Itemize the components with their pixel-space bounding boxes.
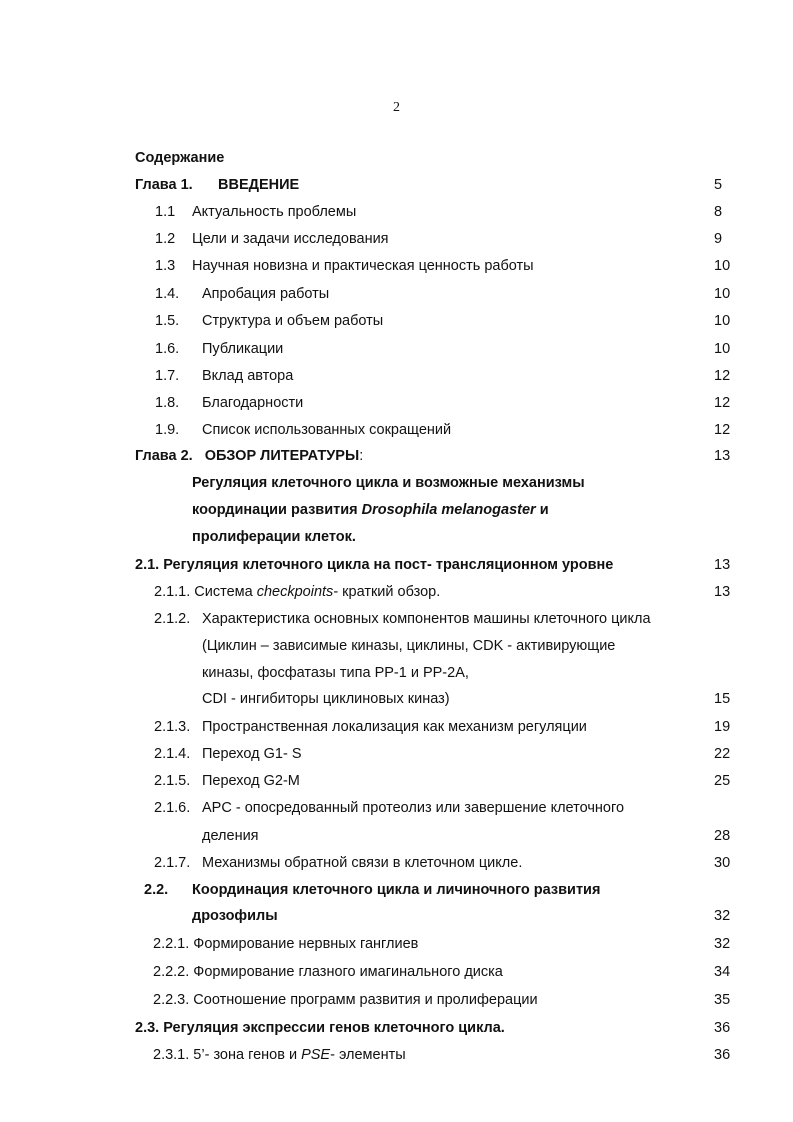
toc-2-1-6-num: 2.1.6.: [154, 800, 191, 816]
toc-ch2-line: [135, 447, 363, 465]
toc-2-1-1-a: 2.1.1. Система: [154, 584, 257, 600]
toc-2-1-2-line3: киназы, фосфатазы типа PP-1 и PP-2A,: [202, 665, 469, 681]
toc-1-4-title: Апробация работы: [202, 286, 330, 302]
toc-ch2-species: Drosophila melanogaster: [361, 502, 536, 518]
toc-1-3-title: Научная новизна и практическая ценность работы: [192, 258, 534, 274]
toc-1-9-page: 12: [714, 422, 731, 438]
toc-2-3-1-c: - элементы: [330, 1047, 406, 1063]
toc-2-3-page: 36: [714, 1020, 731, 1036]
toc-2-1-2-line4: CDI - ингибиторы циклиновых киназ): [202, 691, 450, 707]
toc-ch2-subtitle-line1: Регуляция клеточного цикла и возможные механизмы: [192, 475, 585, 491]
toc-2-3-1-line: [153, 1046, 406, 1064]
toc-2-3-1-a: 2.3.1. 5’- зона генов и: [153, 1047, 302, 1063]
toc-1-6-page: 10: [714, 341, 731, 357]
toc-2-1-5-num: 2.1.5.: [154, 773, 191, 789]
toc-2-1-page: 13: [714, 557, 731, 573]
toc-ch2-colon: :: [359, 448, 364, 464]
toc-2-2-3-page: 35: [714, 992, 731, 1008]
toc-ch2-page: 13: [714, 448, 731, 464]
toc-2-2-2-page: 34: [714, 964, 731, 980]
toc-2-1-3-page: 19: [714, 719, 731, 735]
toc-1-5-num: 1.5.: [155, 313, 180, 329]
toc-1-8-title: Благодарности: [202, 395, 304, 411]
toc-ch1-title: ВВЕДЕНИЕ: [218, 177, 300, 193]
toc-1-6-title: Публикации: [202, 341, 284, 357]
toc-1-4-page: 10: [714, 286, 731, 302]
toc-1-9-title: Список использованных сокращений: [202, 422, 452, 438]
toc-1-1-title: Актуальность проблемы: [192, 204, 357, 220]
toc-ch2-sub2c: и: [535, 502, 549, 518]
toc-2-1-5-title: Переход G2-M: [202, 773, 300, 789]
toc-2-3-title: 2.3. Регуляция экспрессии генов клеточного цикла.: [135, 1020, 505, 1036]
toc-2-1-3-num: 2.1.3.: [154, 719, 191, 735]
toc-2-1-6-line1: APC - опосредованный протеолиз или завершение клеточного: [202, 800, 625, 816]
toc-2-2-1-title: 2.2.1. Формирование нервных ганглиев: [153, 936, 419, 952]
toc-1-2-title: Цели и задачи исследования: [192, 231, 389, 247]
toc-ch2-subtitle-line2: [192, 501, 549, 519]
toc-2-1-3-title: Пространственная локализация как механизм регуляции: [202, 719, 587, 735]
toc-1-1-page: 8: [714, 204, 723, 220]
toc-2-1-1-page: 13: [714, 584, 731, 600]
toc-2-1-2-line2: (Циклин – зависимые киназы, циклины, CDK - активирующие: [202, 638, 616, 654]
page-number: 2: [393, 100, 400, 115]
toc-2-2-1-page: 32: [714, 936, 731, 952]
toc-2-2-num: 2.2.: [144, 882, 169, 898]
toc-2-1-6-line2: деления: [202, 828, 259, 844]
toc-2-1-1-b: checkpoints: [256, 584, 334, 600]
toc-1-2-num: 1.2: [155, 231, 176, 247]
toc-2-1-7-page: 30: [714, 855, 731, 871]
toc-2-1-title: 2.1. Регуляция клеточного цикла на пост- трансляционном уровне: [135, 557, 614, 573]
toc-2-1-5-page: 25: [714, 773, 731, 789]
toc-ch1-num: Глава 1.: [135, 177, 193, 193]
toc-2-1-7-title: Механизмы обратной связи в клеточном цикле.: [202, 855, 523, 871]
toc-heading: Содержание: [135, 150, 225, 166]
toc-2-2-line2: дрозофилы: [192, 908, 278, 924]
toc-1-6-num: 1.6.: [155, 341, 180, 357]
toc-ch2-title: ОБЗОР ЛИТЕРАТУРЫ: [204, 448, 360, 464]
toc-2-1-2-line1: Характеристика основных компонентов машины клеточного цикла: [202, 611, 651, 627]
toc-1-7-page: 12: [714, 368, 731, 384]
toc-ch2-sub2a: координации развития: [192, 502, 362, 518]
toc-2-2-3-title: 2.2.3. Соотношение программ развития и пролиферации: [153, 992, 538, 1008]
toc-2-2-2-title: 2.2.2. Формирование глазного имагинального диска: [153, 964, 503, 980]
toc-2-1-6-page: 28: [714, 828, 731, 844]
toc-2-1-4-num: 2.1.4.: [154, 746, 191, 762]
toc-1-5-page: 10: [714, 313, 731, 329]
toc-1-2-page: 9: [714, 231, 723, 247]
toc-1-9-num: 1.9.: [155, 422, 180, 438]
toc-ch2-num: Глава 2.: [135, 448, 193, 464]
toc-1-5-title: Структура и объем работы: [202, 313, 384, 329]
toc-2-1-4-title: Переход G1- S: [202, 746, 302, 762]
toc-1-4-num: 1.4.: [155, 286, 180, 302]
toc-2-2-page: 32: [714, 908, 731, 924]
toc-2-3-1-page: 36: [714, 1047, 731, 1063]
toc-1-7-num: 1.7.: [155, 368, 180, 384]
toc-2-1-2-page: 15: [714, 691, 731, 707]
toc-2-2-line1: Координация клеточного цикла и личиночного развития: [192, 882, 601, 898]
toc-ch2-subtitle-line3: пролиферации клеток.: [192, 529, 356, 545]
toc-1-7-title: Вклад автора: [202, 368, 294, 384]
toc-1-3-page: 10: [714, 258, 731, 274]
toc-2-1-1-c: - краткий обзор.: [333, 584, 441, 600]
toc-2-1-1-line: [154, 583, 440, 601]
toc-2-1-7-num: 2.1.7.: [154, 855, 191, 871]
toc-1-8-num: 1.8.: [155, 395, 180, 411]
toc-2-3-1-b: PSE: [301, 1047, 331, 1063]
toc-1-8-page: 12: [714, 395, 731, 411]
toc-2-1-2-num: 2.1.2.: [154, 611, 191, 627]
toc-1-1-num: 1.1: [155, 204, 176, 220]
toc-ch1-page: 5: [714, 177, 723, 193]
toc-1-3-num: 1.3: [155, 258, 176, 274]
toc-2-1-4-page: 22: [714, 746, 731, 762]
